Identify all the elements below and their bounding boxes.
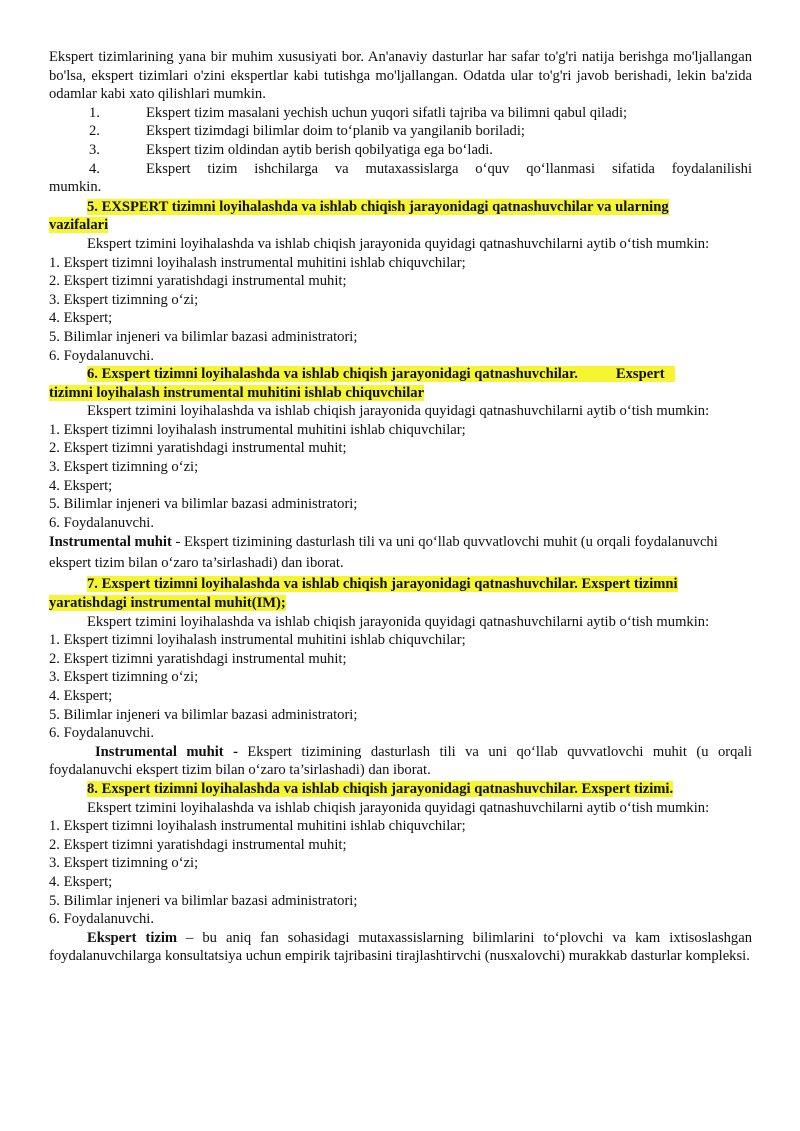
section-5-title-line1: 5. EXSPERT tizimni loyihalashda va ishlab chiqish jarayonidagi qatnashuvchilar va ularning bbox=[87, 198, 669, 215]
participant-item: 2. Ekspert tizimni yaratishdagi instrumental muhit; bbox=[49, 836, 347, 853]
section-7-heading bbox=[49, 575, 752, 612]
instrumental-muhit-definition-2 bbox=[49, 743, 752, 780]
section-5-title-line2: vazifalari bbox=[49, 217, 109, 234]
feature-text: Ekspert tizim ishchilarga va mutaxassislarga o‘quv qo‘llanmasi sifatida foydalanilishi bbox=[146, 160, 752, 177]
participant-item: 4. Ekspert; bbox=[49, 477, 113, 494]
feature-text: Ekspert tizim masalani yechish uchun yuqori sifatli tajriba va bilimni qabul qiladi; bbox=[146, 104, 628, 121]
ekspert-tizim-text: – bu aniq fan sohasidagi mutaxassislarning bilimlarini to‘plovchi va kam ixtisoslashgan foydalanuvchilarga konsultatsiya uchun empirik tajribasini tirajlashtirvchi (nusxalovchi) murakkab dasturlar kompleksi. bbox=[49, 929, 752, 965]
participant-item: 3. Ekspert tizimning o‘zi; bbox=[49, 669, 199, 686]
participant-item: 4. Ekspert; bbox=[49, 873, 113, 890]
feature-text: Ekspert tizimdagi bilimlar doim to‘planib va yangilanib boriladi; bbox=[146, 123, 525, 140]
participant-item: 3. Ekspert tizimning o‘zi; bbox=[49, 291, 199, 308]
feature-tail: mumkin. bbox=[49, 179, 102, 196]
participants-intro: Ekspert tzimini loyihalashda va ishlab chiqish jarayonida quyidagi qatnashuvchilarni aytib o‘tish mumkin: bbox=[87, 235, 710, 252]
ekspert-tizim-definition bbox=[49, 929, 752, 966]
feature-number: 4. bbox=[89, 160, 100, 177]
feature-item bbox=[49, 104, 752, 123]
ekspert-tizim-term: Ekspert tizim bbox=[87, 929, 178, 946]
participants-intro: Ekspert tzimini loyihalashda va ishlab chiqish jarayonida quyidagi qatnashuvchilarni aytib o‘tish mumkin: bbox=[87, 403, 710, 420]
section-8-title: 8. Exspert tizimni loyihalashda va ishlab chiqish jarayonidagi qatnashuvchilar. Exspert tizimi. bbox=[87, 780, 674, 797]
participant-item: 5. Bilimlar injeneri va bilimlar bazasi administratori; bbox=[49, 328, 358, 345]
section-8-heading bbox=[49, 780, 752, 799]
participant-item: 1. Ekspert tizimni loyihalash instrumental muhitini ishlab chiquvchilar; bbox=[49, 632, 466, 649]
section-5-heading bbox=[49, 198, 752, 235]
participant-item: 4. Ekspert; bbox=[49, 310, 113, 327]
instrumental-muhit-term-2: Instrumental muhit - bbox=[95, 743, 238, 760]
feature-number: 3. bbox=[89, 141, 100, 158]
document-page bbox=[49, 48, 752, 966]
section-7-title-line2: yaratishdagi instrumental muhit(IM); bbox=[49, 595, 286, 612]
participant-item: 6. Foydalanuvchi. bbox=[49, 514, 154, 531]
feature-item bbox=[49, 141, 752, 160]
feature-number: 1. bbox=[89, 104, 100, 121]
instrumental-muhit-text-2: Ekspert tizimining dasturlash tili va uni qo‘llab quvvatlovchi muhit (u orqali foydalanuvchi ekspert tizim bilan o‘zaro ta’sirlashadi) dan iborat. bbox=[49, 743, 752, 779]
section-6-title-line1: 6. Exspert tizimni loyihalashda va ishlab chiqish jarayonidagi qatnashuvchilar. Exspert bbox=[87, 366, 675, 382]
participant-item: 6. Foydalanuvchi. bbox=[49, 347, 154, 364]
participant-item: 6. Foydalanuvchi. bbox=[49, 725, 154, 742]
feature-number: 2. bbox=[89, 123, 100, 140]
participant-item: 6. Foydalanuvchi. bbox=[49, 911, 154, 928]
section-6-heading bbox=[49, 365, 752, 402]
participant-item: 4. Ekspert; bbox=[49, 688, 113, 704]
intro-paragraph: Ekspert tizimlarining yana bir muhim xususiyati bor. An'anaviy dasturlar har safar to'g'ri natija berishga mo'ljallangan bo'lsa, ekspert tizimlari o'zini ekspertlar kabi tutishga mo'ljallangan. Odatda ular to'g'ri javob berishadi, lekin ba'zida odamlar kabi xato qilishlari mumkin. bbox=[49, 49, 752, 103]
participant-item: 1. Ekspert tizimni loyihalash instrumental muhitini ishlab chiquvchilar; bbox=[49, 254, 466, 271]
participant-item: 1. Ekspert tizimni loyihalash instrumental muhitini ishlab chiquvchilar; bbox=[49, 421, 466, 438]
participant-item: 1. Ekspert tizimni loyihalash instrumental muhitini ishlab chiquvchilar; bbox=[49, 818, 466, 835]
participant-item: 2. Ekspert tizimni yaratishdagi instrumental muhit; bbox=[49, 650, 347, 667]
participant-item: 3. Ekspert tizimning o‘zi; bbox=[49, 459, 199, 476]
participant-item: 3. Ekspert tizimning o‘zi; bbox=[49, 855, 199, 872]
section-7-title-line1: 7. Exspert tizimni loyihalashda va ishlab chiqish jarayonidagi qatnashuvchilar. Exspert tizimni bbox=[87, 576, 678, 593]
participants-intro: Ekspert tzimini loyihalashda va ishlab chiqish jarayonida quyidagi qatnashuvchilarni aytib o‘tish mumkin: bbox=[87, 799, 710, 816]
section-6-title-line2: tizimni loyihalash instrumental muhitini ishlab chiquvchilar bbox=[49, 384, 425, 401]
participant-item: 2. Ekspert tizimni yaratishdagi instrumental muhit; bbox=[49, 273, 347, 290]
participant-item: 2. Ekspert tizimni yaratishdagi instrumental muhit; bbox=[49, 440, 347, 457]
instrumental-muhit-text: - Ekspert tizimining dasturlash tili va uni qo‘llab quvvatlovchi muhit (u orqali foydalanuvchi ekspert tizim bilan o‘zaro ta’sirlashadi) dan iborat. bbox=[49, 534, 718, 572]
feature-item bbox=[49, 160, 752, 179]
instrumental-muhit-definition bbox=[49, 532, 752, 574]
participant-item: 5. Bilimlar injeneri va bilimlar bazasi administratori; bbox=[49, 496, 358, 513]
feature-text: Ekspert tizim oldindan aytib berish qobilyatiga ega bo‘ladi. bbox=[146, 141, 493, 158]
participant-item: 5. Bilimlar injeneri va bilimlar bazasi administratori; bbox=[49, 706, 358, 723]
participant-item: 5. Bilimlar injeneri va bilimlar bazasi administratori; bbox=[49, 892, 358, 909]
participants-intro: Ekspert tzimini loyihalashda va ishlab chiqish jarayonida quyidagi qatnashuvchilarni aytib o‘tish mumkin: bbox=[87, 613, 710, 630]
instrumental-muhit-term: Instrumental muhit bbox=[49, 534, 172, 551]
feature-item bbox=[49, 122, 752, 141]
